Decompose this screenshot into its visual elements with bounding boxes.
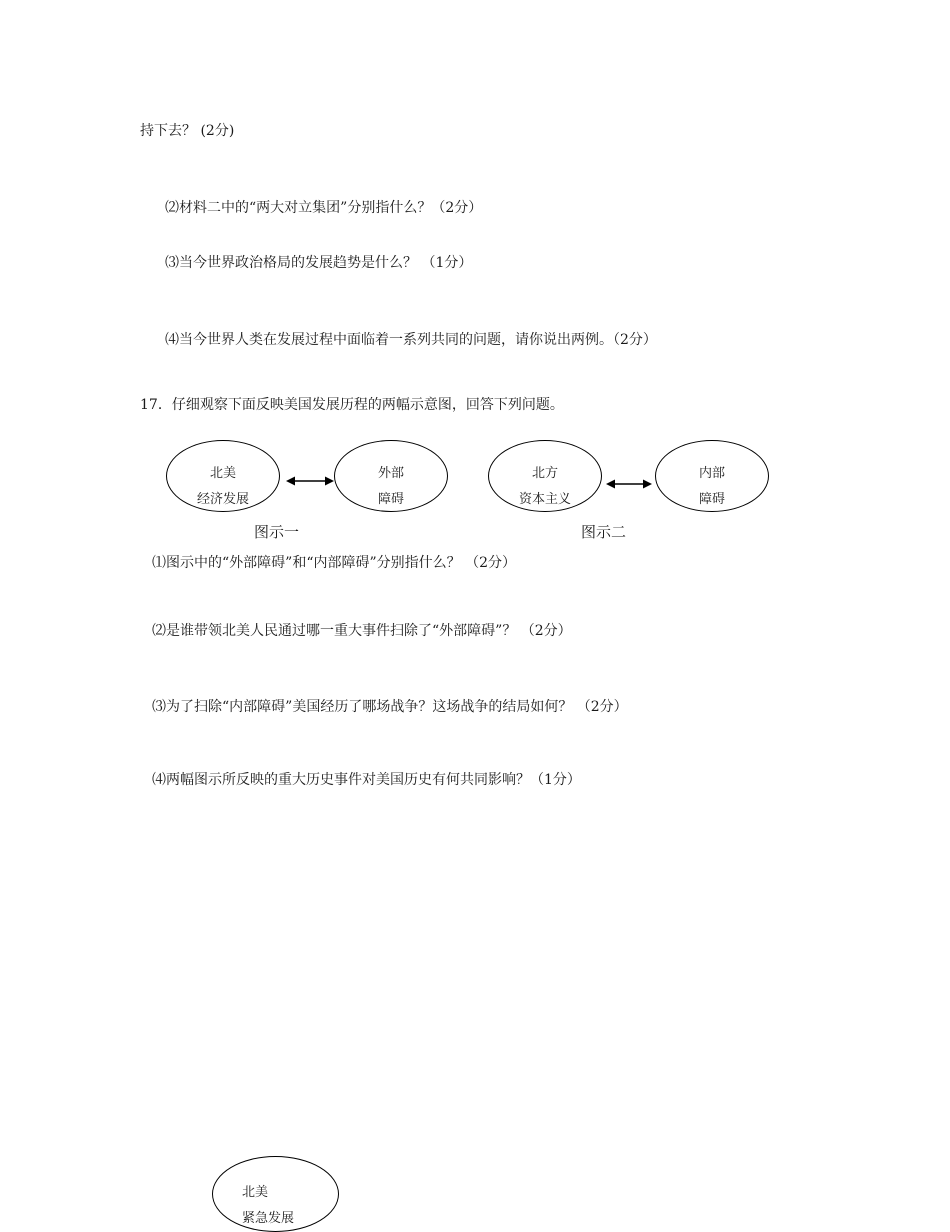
double-arrow-icon [286,474,334,488]
stray-ellipse-label-2: 紧急发展 [242,1211,295,1226]
stray-ellipse-label-1: 北美 [242,1185,269,1200]
q17-subquestion-4: ⑷两幅图示所反映的重大历史事件对美国历史有何共同影响？（1分） [152,772,581,788]
q17-title: 17．仔细观察下面反映美国发展历程的两幅示意图，回答下列问题。 [140,397,564,413]
q16-tail-text: 持下去？ (2分) [140,123,235,139]
diagram2-right-label-1: 内部 [698,466,725,481]
q17-subquestion-3: ⑶为了扫除“内部障碍”美国经历了哪场战争？这场战争的结局如何？ （2分） [152,699,628,715]
q16-subquestion-2: ⑵材料二中的“两大对立集团”分别指什么？（2分） [165,200,483,216]
q17-subquestion-1: ⑴图示中的“外部障碍”和“内部障碍”分别指什么？ （2分） [152,555,516,571]
q16-subquestion-3: ⑶当今世界政治格局的发展趋势是什么？ （1分） [165,255,473,271]
diagram1-right-label-2: 障碍 [377,492,404,507]
q17-subquestion-2: ⑵是谁带领北美人民通过哪一重大事件扫除了“外部障碍”？ （2分） [152,623,572,639]
diagram1-caption: 图示一 [254,523,300,541]
diagram1-left-label-2: 经济发展 [196,492,249,507]
q16-subquestion-4: ⑷当今世界人类在发展过程中面临着一系列共同的问题，请你说出两例。（2分） [165,332,657,348]
diagram2-left-label-2: 资本主义 [518,492,571,507]
diagram1-left-label-1: 北美 [209,466,236,481]
double-arrow-icon [606,477,652,491]
diagram1-right-label-1: 外部 [377,466,404,481]
diagram2-caption: 图示二 [581,523,627,541]
diagram2-left-label-1: 北方 [531,466,558,481]
diagram2-right-label-2: 障碍 [698,492,725,507]
